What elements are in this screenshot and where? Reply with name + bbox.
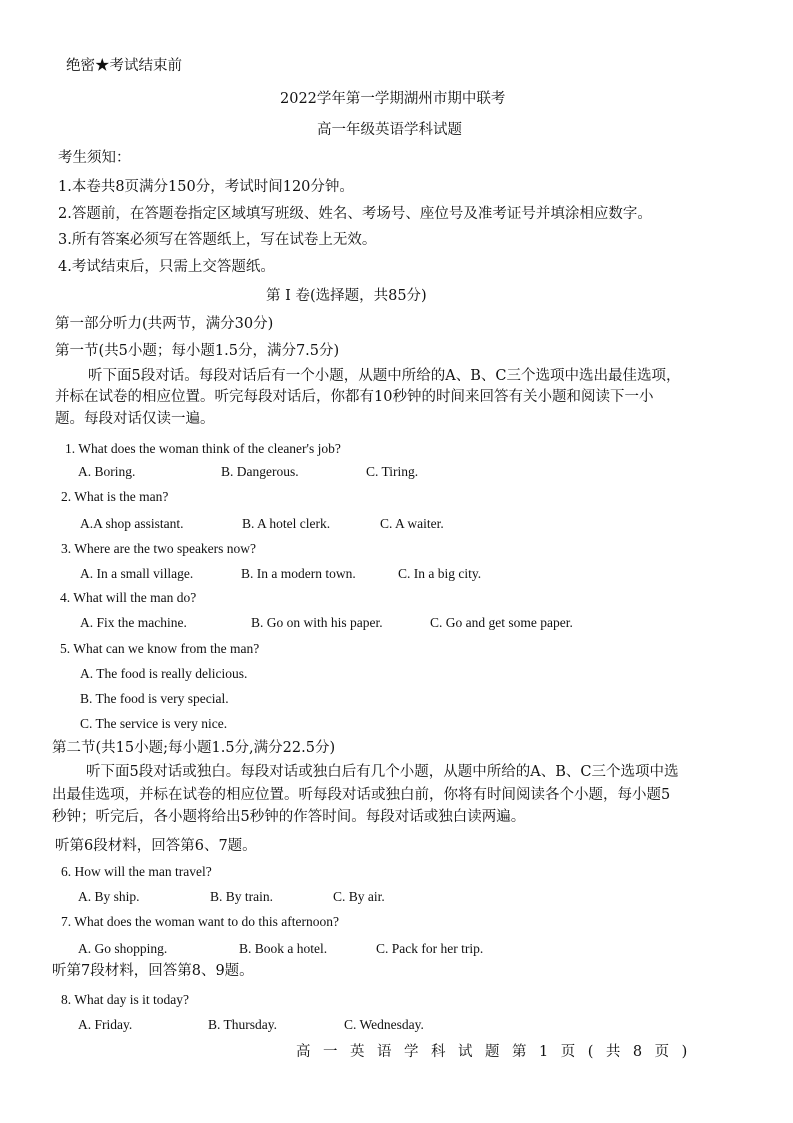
confidential-mark: 绝密★考试结束前 bbox=[66, 58, 182, 74]
question-4: 4. What will the man do? bbox=[60, 590, 197, 605]
q4-option-b: B. Go on with his paper. bbox=[251, 615, 383, 630]
q1-option-a: A. Boring. bbox=[78, 464, 136, 479]
question-1: 1. What does the woman think of the cleaner's job? bbox=[65, 441, 341, 456]
instruction-line: 题。每段对话仅读一遍。 bbox=[55, 411, 215, 427]
part-title: 第一部分听力(共两节，满分30分) bbox=[55, 316, 274, 332]
q4-option-c: C. Go and get some paper. bbox=[430, 615, 573, 630]
notice-item-2: 2.答题前，在答题卷指定区域填写班级、姓名、考场号、座位号及准考证号并填涂相应数字。 bbox=[58, 206, 652, 222]
question-7: 7. What does the woman want to do this afternoon? bbox=[61, 914, 339, 929]
notice-item-4: 4.考试结束后，只需上交答题纸。 bbox=[58, 259, 275, 275]
q6-option-b: B. By train. bbox=[210, 889, 273, 904]
q7-option-b: B. Book a hotel. bbox=[239, 941, 328, 956]
q7-option-c: C. Pack for her trip. bbox=[376, 941, 484, 956]
q6-option-c: C. By air. bbox=[333, 889, 385, 904]
q3-option-c: C. In a big city. bbox=[398, 566, 482, 581]
notice-heading: 考生须知： bbox=[58, 150, 131, 166]
material-heading: 听第6段材料，回答第6、7题。 bbox=[55, 838, 257, 854]
q2-option-c: C. A waiter. bbox=[380, 516, 444, 531]
q1-option-c: C. Tiring. bbox=[366, 464, 419, 479]
volume-title: 第 I 卷(选择题，共85分) bbox=[266, 288, 427, 304]
q8-option-c: C. Wednesday. bbox=[344, 1017, 424, 1032]
q3-option-a: A. In a small village. bbox=[80, 566, 194, 581]
question-8: 8. What day is it today? bbox=[61, 992, 189, 1007]
q7-option-a: A. Go shopping. bbox=[78, 941, 168, 956]
notice-item-3: 3.所有答案必须写在答题纸上，写在试卷上无效。 bbox=[58, 232, 377, 248]
exam-subtitle: 高一年级英语学科试题 bbox=[317, 122, 462, 138]
question-6: 6. How will the man travel? bbox=[61, 864, 212, 879]
instruction-line: 听下面5段对话或独白。每段对话或独白后有几个小题，从题中所给的A、B、C三个选项中选 bbox=[86, 764, 679, 780]
exam-title: 2022学年第一学期湖州市期中联考 bbox=[280, 91, 506, 107]
page-footer: 高一英语学科试题第1页(共8页) bbox=[296, 1044, 700, 1060]
material-heading: 听第7段材料，回答第8、9题。 bbox=[52, 963, 254, 979]
section-title: 第一节(共5小题；每小题1.5分，满分7.5分) bbox=[55, 343, 340, 359]
q5-option-c: C. The service is very nice. bbox=[80, 716, 228, 731]
instruction-line: 听下面5段对话。每段对话后有一个小题，从题中所给的A、B、C三个选项中选出最佳选项， bbox=[88, 368, 681, 384]
q2-option-b: B. A hotel clerk. bbox=[242, 516, 331, 531]
q5-option-a: A. The food is really delicious. bbox=[80, 666, 248, 681]
q1-option-b: B. Dangerous. bbox=[221, 464, 299, 479]
question-3: 3. Where are the two speakers now? bbox=[61, 541, 257, 556]
instruction-line: 出最佳选项，并标在试卷的相应位置。听每段对话或独白前，你将有时间阅读各个小题，每小题5 bbox=[52, 787, 671, 803]
instruction-line: 并标在试卷的相应位置。听完每段对话后，你都有10秒钟的时间来回答有关小题和阅读下一小 bbox=[55, 389, 654, 405]
q8-option-a: A. Friday. bbox=[78, 1017, 133, 1032]
q5-option-b: B. The food is very special. bbox=[80, 691, 229, 706]
q6-option-a: A. By ship. bbox=[78, 889, 140, 904]
section-title: 第二节(共15小题;每小题1.5分,满分22.5分) bbox=[52, 740, 336, 756]
question-2: 2. What is the man? bbox=[61, 489, 169, 504]
q3-option-b: B. In a modern town. bbox=[241, 566, 356, 581]
instruction-line: 秒钟；听完后，各小题将给出5秒钟的作答时间。每段对话或独白读两遍。 bbox=[52, 809, 526, 825]
q4-option-a: A. Fix the machine. bbox=[80, 615, 187, 630]
question-5: 5. What can we know from the man? bbox=[60, 641, 260, 656]
notice-item-1: 1.本卷共8页满分150分，考试时间120分钟。 bbox=[58, 179, 354, 195]
q8-option-b: B. Thursday. bbox=[208, 1017, 277, 1032]
q2-option-a: A.A shop assistant. bbox=[80, 516, 184, 531]
